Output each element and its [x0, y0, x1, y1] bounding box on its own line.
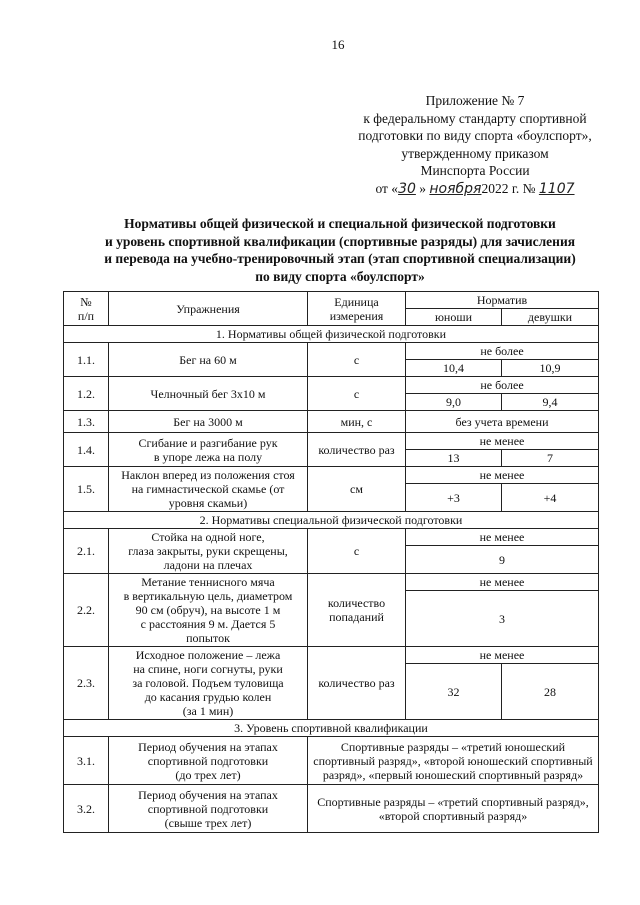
row-unit: с	[308, 529, 406, 574]
table-row	[64, 574, 599, 591]
row-exercise: Бег на 60 м	[109, 343, 308, 377]
table-row	[64, 737, 599, 785]
row-girls-value: 9,4	[502, 394, 599, 411]
row-num: 1.2.	[64, 377, 109, 411]
row-exercise: Период обучения на этапах спортивной подготовки (свыше трех лет)	[109, 785, 308, 833]
appendix-date	[330, 180, 620, 199]
row-num: 1.4.	[64, 433, 109, 467]
header-unit: Единица измерения	[308, 292, 406, 326]
row-condition: не менее	[406, 647, 599, 664]
header-girls: девушки	[502, 309, 599, 326]
row-exercise: Сгибание и разгибание рук в упоре лежа на полу	[109, 433, 308, 467]
row-unit: см	[308, 467, 406, 512]
date-mid: »	[419, 180, 427, 196]
row-num: 1.1.	[64, 343, 109, 377]
date-prefix: от «	[375, 180, 399, 196]
row-girls-value: 10,9	[502, 360, 599, 377]
row-unit: мин, с	[308, 411, 406, 433]
row-num: 3.1.	[64, 737, 109, 785]
row-num: 2.2.	[64, 574, 109, 647]
date-month: ноября	[429, 180, 482, 197]
row-num: 2.3.	[64, 647, 109, 720]
row-unit: количество раз	[308, 433, 406, 467]
row-exercise: Метание теннисного мяча в вертикальную цель, диаметром 90 см (обруч), на высоте 1 м с расстояния 9 м. Дается 5 попыток	[109, 574, 308, 647]
row-value: Спортивные разряды – «третий спортивный разряд», «второй спортивный разряд»	[308, 785, 599, 833]
table-row	[64, 467, 599, 484]
row-unit: количество раз	[308, 647, 406, 720]
row-num: 3.2.	[64, 785, 109, 833]
section-2-title: 2. Нормативы специальной физической подготовки	[64, 512, 599, 529]
document-title	[40, 215, 640, 285]
row-boys-value: 10,4	[406, 360, 502, 377]
section-1-title: 1. Нормативы общей физической подготовки	[64, 326, 599, 343]
table-row	[64, 433, 599, 450]
row-girls-value: 7	[502, 450, 599, 467]
header-norm: Норматив	[406, 292, 599, 309]
row-num: 1.5.	[64, 467, 109, 512]
table-row	[64, 343, 599, 360]
date-number: 1107	[538, 180, 575, 197]
row-unit: с	[308, 343, 406, 377]
appendix-line-3: подготовки по виду спорта «боулспорт»,	[358, 128, 592, 143]
row-exercise: Челночный бег 3х10 м	[109, 377, 308, 411]
row-condition: не менее	[406, 433, 599, 450]
section-row	[64, 720, 599, 737]
section-row	[64, 326, 599, 343]
title-line-4: по виду спорта «боулспорт»	[255, 268, 425, 284]
appendix-line-5: Минспорта России	[420, 163, 530, 178]
row-value: Спортивные разряды – «третий юношеский спортивный разряд», «второй юношеский спортивный разряд», «первый юношеский спортивный разряд»	[308, 737, 599, 785]
row-boys-value: +3	[406, 484, 502, 512]
appendix-line-2: к федеральному стандарту спортивной	[363, 110, 587, 126]
table-row	[64, 647, 599, 664]
appendix-line-1: Приложение № 7	[425, 93, 525, 108]
appendix-block	[330, 92, 620, 198]
row-value: 9	[406, 546, 599, 574]
row-num: 2.1.	[64, 529, 109, 574]
table-row	[64, 785, 599, 833]
row-boys-value: 13	[406, 450, 502, 467]
standards-table	[63, 291, 599, 833]
date-year: 2022 г. №	[481, 180, 536, 196]
row-value: 3	[406, 591, 599, 647]
row-value: без учета времени	[406, 411, 599, 433]
header-boys: юноши	[406, 309, 502, 326]
row-condition: не менее	[406, 467, 599, 484]
page-number: 16	[331, 37, 345, 52]
row-exercise: Период обучения на этапах спортивной подготовки (до трех лет)	[109, 737, 308, 785]
section-3-title: 3. Уровень спортивной квалификации	[64, 720, 599, 737]
row-exercise: Исходное положение – лежа на спине, ноги согнуты, руки за головой. Подъем туловища до касания грудью колен (за 1 мин)	[109, 647, 308, 720]
row-boys-value: 32	[406, 664, 502, 720]
title-line-1: Нормативы общей физической и специальной физической подготовки	[124, 216, 556, 231]
section-row	[64, 512, 599, 529]
row-condition: не более	[406, 377, 599, 394]
table-row	[64, 529, 599, 546]
row-condition: не менее	[406, 574, 599, 591]
table-row	[64, 377, 599, 394]
date-day: 30	[398, 180, 416, 197]
row-exercise: Стойка на одной ноге, глаза закрыты, руки скрещены, ладони на плечах	[109, 529, 308, 574]
row-girls-value: 28	[502, 664, 599, 720]
table-row	[64, 411, 599, 433]
row-condition: не более	[406, 343, 599, 360]
row-boys-value: 9,0	[406, 394, 502, 411]
title-line-2: и уровень спортивной квалификации (спортивные разряды) для зачисления	[104, 233, 576, 249]
row-num: 1.3.	[64, 411, 109, 433]
row-unit: количество попаданий	[308, 574, 406, 647]
header-num: № п/п	[64, 292, 109, 326]
title-line-3: и перевода на учебно-тренировочный этап (этап спортивной специализации)	[104, 251, 576, 266]
row-unit: с	[308, 377, 406, 411]
row-condition: не менее	[406, 529, 599, 546]
header-exercise: Упражнения	[109, 292, 308, 326]
row-girls-value: +4	[502, 484, 599, 512]
row-exercise: Наклон вперед из положения стоя на гимнастической скамье (от уровня скамьи)	[109, 467, 308, 512]
row-exercise: Бег на 3000 м	[109, 411, 308, 433]
appendix-line-4: утвержденному приказом	[401, 145, 549, 161]
